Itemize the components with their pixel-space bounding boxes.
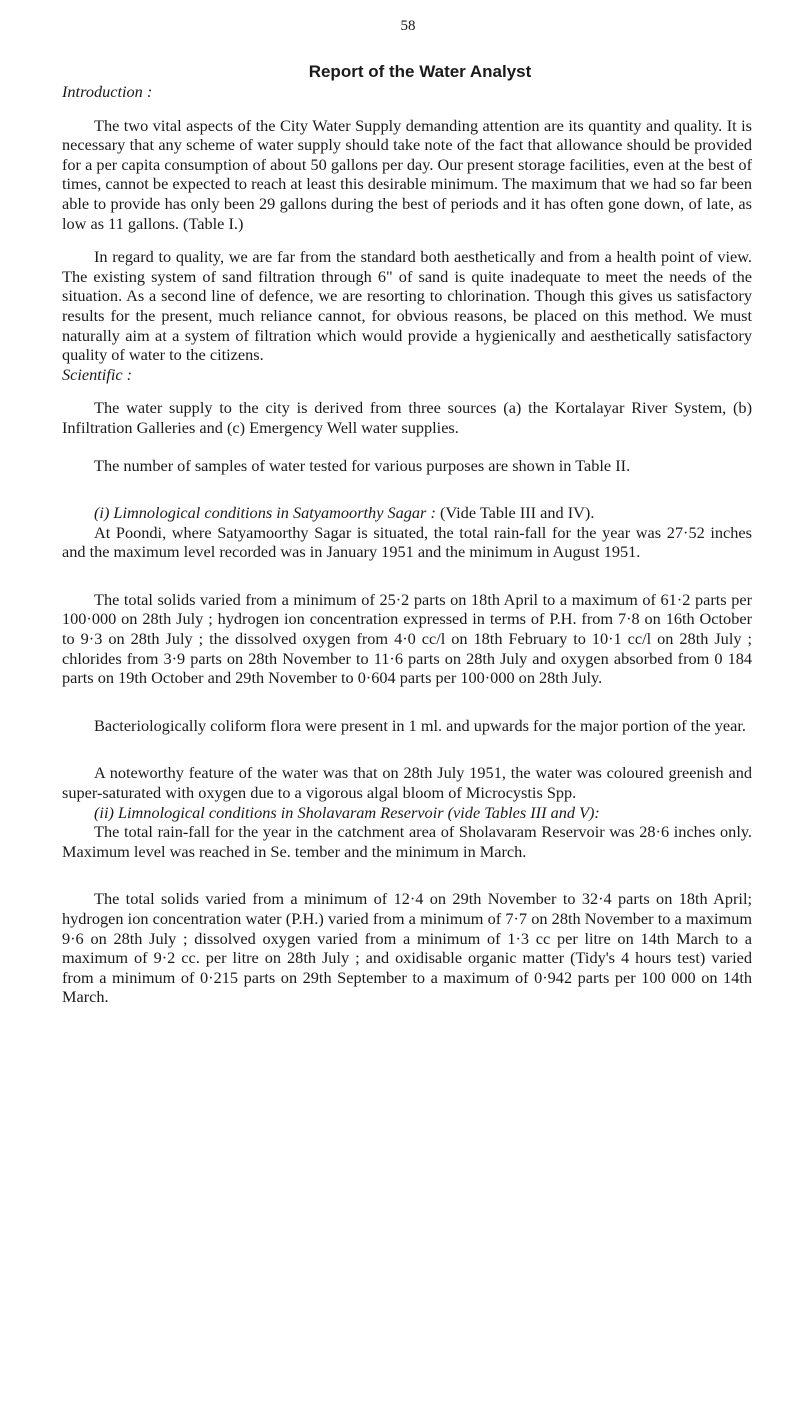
scientific-paragraph-1: The water supply to the city is derived from three sources (a) the Kortalayar River System, (b) Infiltration Galleries and (c) Emergency Well water supplies. [62,398,752,437]
intro-paragraph-2: In regard to quality, we are far from the standard both aesthetically and from a health point of view. The existing system of sand filtration through 6" of sand is quite inadequate to meet the needs of the situation. As a second line of defence, we are resorting to chlorination. Though this gives us satisfactory results for the present, much reliance cannot, for obvious reasons, be placed on this method. We must naturally aim at a system of filtration which would provide a hygienically and aesthetically satisfactory quality of water to the citizens. [62,247,752,365]
scientific-heading: Scientific : [62,364,133,384]
poondi-paragraph-4: A noteworthy feature of the water was that on 28th July 1951, the water was coloured greenish and super-saturated with oxygen due to a vigorous algal bloom of Microcystis Spp. [62,763,752,803]
report-title: Report of the Water Analyst [308,62,532,81]
subsection-i-label: (i) Limnological conditions in Satyamoorthy Sagar : [94,503,436,523]
report-body [62,82,752,1007]
poondi-paragraph-3: Bacteriologically coliform flora were present in 1 ml. and upwards for the major portion of the year. [94,715,746,735]
scientific-paragraph-2: The number of samples of water tested for various purposes are shown in Table II. [94,455,631,475]
page-number: 58 [400,18,416,34]
subsection-ii-heading: (ii) Limnological conditions in Sholavaram Reservoir (vide Tables III and V): [94,802,600,822]
sholavaram-paragraph-1: The total rain-fall for the year in the catchment area of Sholavaram Reservoir was 28·6 inches only. Maximum level was reached in Se. tember and the minimum in March. [62,822,752,861]
intro-paragraph-1: The two vital aspects of the City Water Supply demanding attention are its quantity and quality. It is necessary that any scheme of water supply should take note of the fact that allowance should be provided for a per capita consumption of about 50 gallons per day. Our present storage facilities, even at the best of times, cannot be expected to reach at least this desirable minimum. The maximum that we had so far been able to provide has only been 29 gallons during the best of periods and it has often gone down, of late, as low as 11 gallons. (Table I.) [62,115,752,233]
sholavaram-paragraph-2: The total solids varied from a minimum of 12·4 on 29th November to 32·4 parts on 18th April; hydrogen ion concentration water (P.H.) varied from a minimum of 7·7 on 28th November to a maximum 9·6 on 28th July ; dissolved oxygen varied from a minimum of 1·3 cc per litre on 14th March to a maximum of 9·2 cc. per litre on 28th July ; and oxidisable organic matter (Tidy's 4 hours test) varied from a minimum of 0·215 parts on 29th September to a maximum of 0·942 parts per 100 000 on 14th March. [62,889,752,1007]
poondi-paragraph-1: At Poondi, where Satyamoorthy Sagar is situated, the total rain-fall for the year was 27·52 inches and the maximum level recorded was in January 1951 and the minimum in August 1951. [62,522,752,562]
subsection-i-heading [62,503,752,523]
introduction-heading: Introduction : [62,82,153,101]
poondi-paragraph-2: The total solids varied from a minimum of 25·2 parts on 18th April to a maximum of 61·2 parts per 100·000 on 28th July ; hydrogen ion concentration expressed in terms of P.H. from 7·8 on 16th October to 9·3 on 28th July ; the dissolved oxygen from 4·0 cc/l on 18th February to 10·1 cc/l on 28th July ; chlorides from 3·9 parts on 28th November to 11·6 parts on 28th July and oxygen absorbed from 0 184 parts on 19th October and 29th November to 0·604 parts per 100·000 on 28th July. [62,589,752,688]
subsection-i-reference: (Vide Table III and IV). [435,503,595,523]
